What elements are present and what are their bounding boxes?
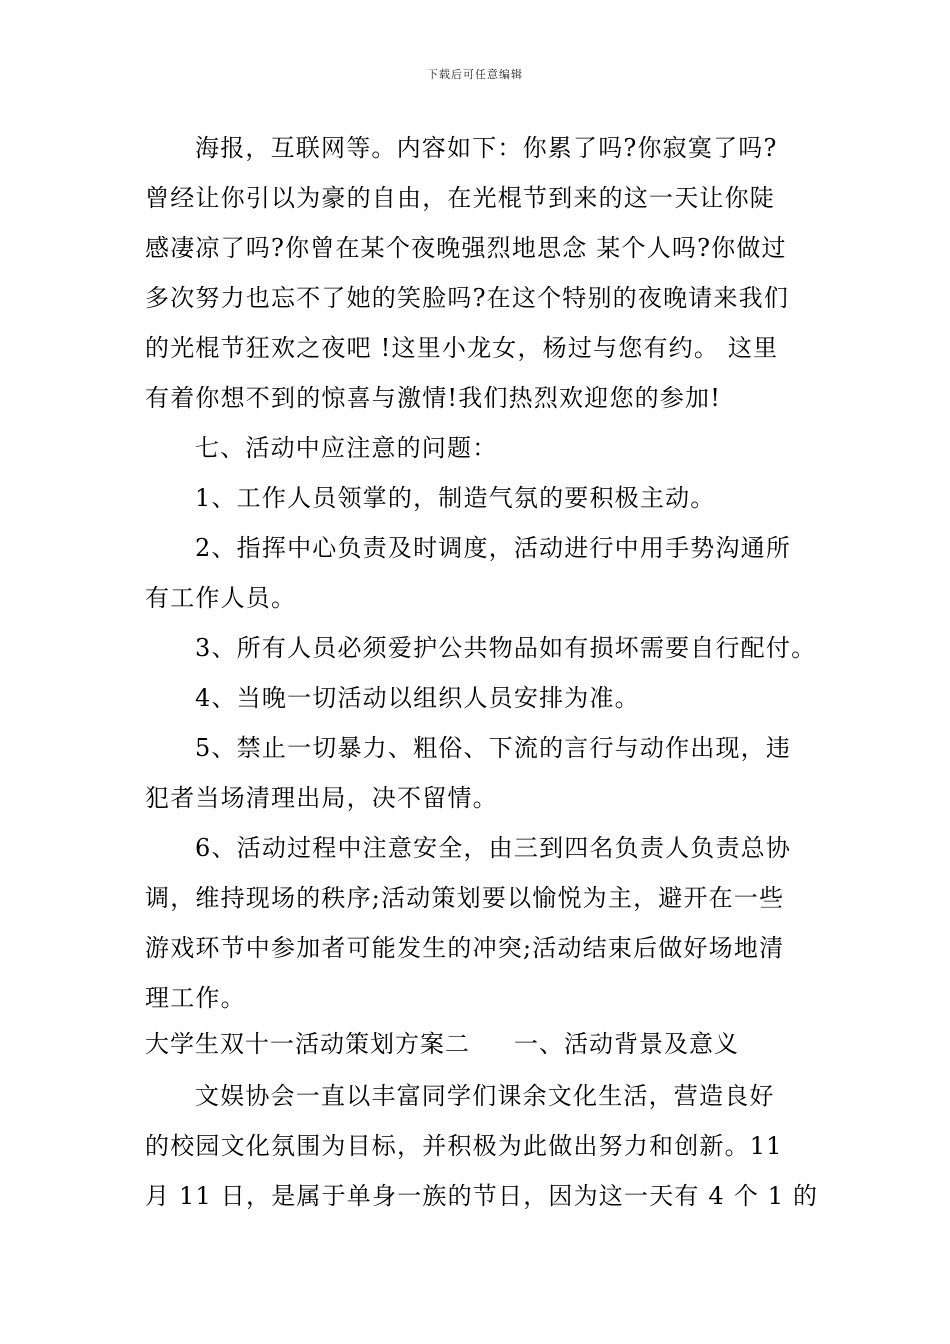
list-item-continuation: 有工作人员。	[145, 584, 297, 612]
list-item-continuation: 调，维持现场的秩序;活动策划要以愉悦为主，避开在一些	[145, 884, 785, 912]
section-heading: 七、活动中应注意的问题：	[195, 434, 498, 462]
list-item: 6、活动过程中注意安全，由三到四名负责人负责总协	[195, 834, 792, 862]
paragraph-line: 月 11 日，是属于单身一族的节日，因为这一天有 4 个 1 的	[145, 1182, 819, 1210]
section-title-row	[145, 1029, 739, 1059]
paragraph-line: 有着你想不到的惊喜与激情!我们热烈欢迎您的参加!	[145, 384, 722, 412]
list-item-continuation: 犯者当场清理出局，决不留情。	[145, 784, 498, 812]
paragraph-line: 的校园文化氛围为目标，并积极为此做出努力和创新。11	[145, 1132, 783, 1160]
list-item: 5、禁止一切暴力、粗俗、下流的言行与动作出现，违	[195, 734, 792, 762]
list-item-continuation: 游戏环节中参加者可能发生的冲突;活动结束后做好场地清	[145, 934, 785, 962]
paragraph-line: 感凄凉了吗?你曾在某个夜晚强烈地思念 某个人吗?你做过	[145, 234, 787, 262]
paragraph-line: 海报，互联网等。内容如下：你累了吗?你寂寞了吗?	[195, 134, 778, 162]
list-item: 3、所有人员必须爱护公共物品如有损坏需要自行配付。	[195, 634, 817, 662]
paragraph-line: 的光棍节狂欢之夜吧 !这里小龙女，杨过与您有约。 这里	[145, 334, 779, 362]
section-subtitle: 一、活动背景及意义	[514, 1030, 739, 1058]
section-title: 大学生双十一活动策划方案二	[145, 1030, 470, 1058]
list-item: 4、当晚一切活动以组织人员安排为准。	[195, 684, 640, 712]
paragraph-line: 多次努力也忘不了她的笑脸吗?在这个特别的夜晚请来我们	[145, 284, 790, 312]
list-item: 2、指挥中心负责及时调度，活动进行中用手势沟通所	[195, 534, 792, 562]
paragraph-line: 曾经让你引以为豪的自由，在光棍节到来的这一天让你陡	[145, 184, 775, 212]
paragraph-line: 文娱协会一直以丰富同学们课余文化生活，营造良好	[195, 1082, 775, 1110]
list-item: 1、工作人员领掌的，制造气氛的要积极主动。	[195, 484, 716, 512]
page-header: 下载后可任意编辑	[427, 68, 523, 81]
list-item-continuation: 理工作。	[145, 984, 246, 1012]
